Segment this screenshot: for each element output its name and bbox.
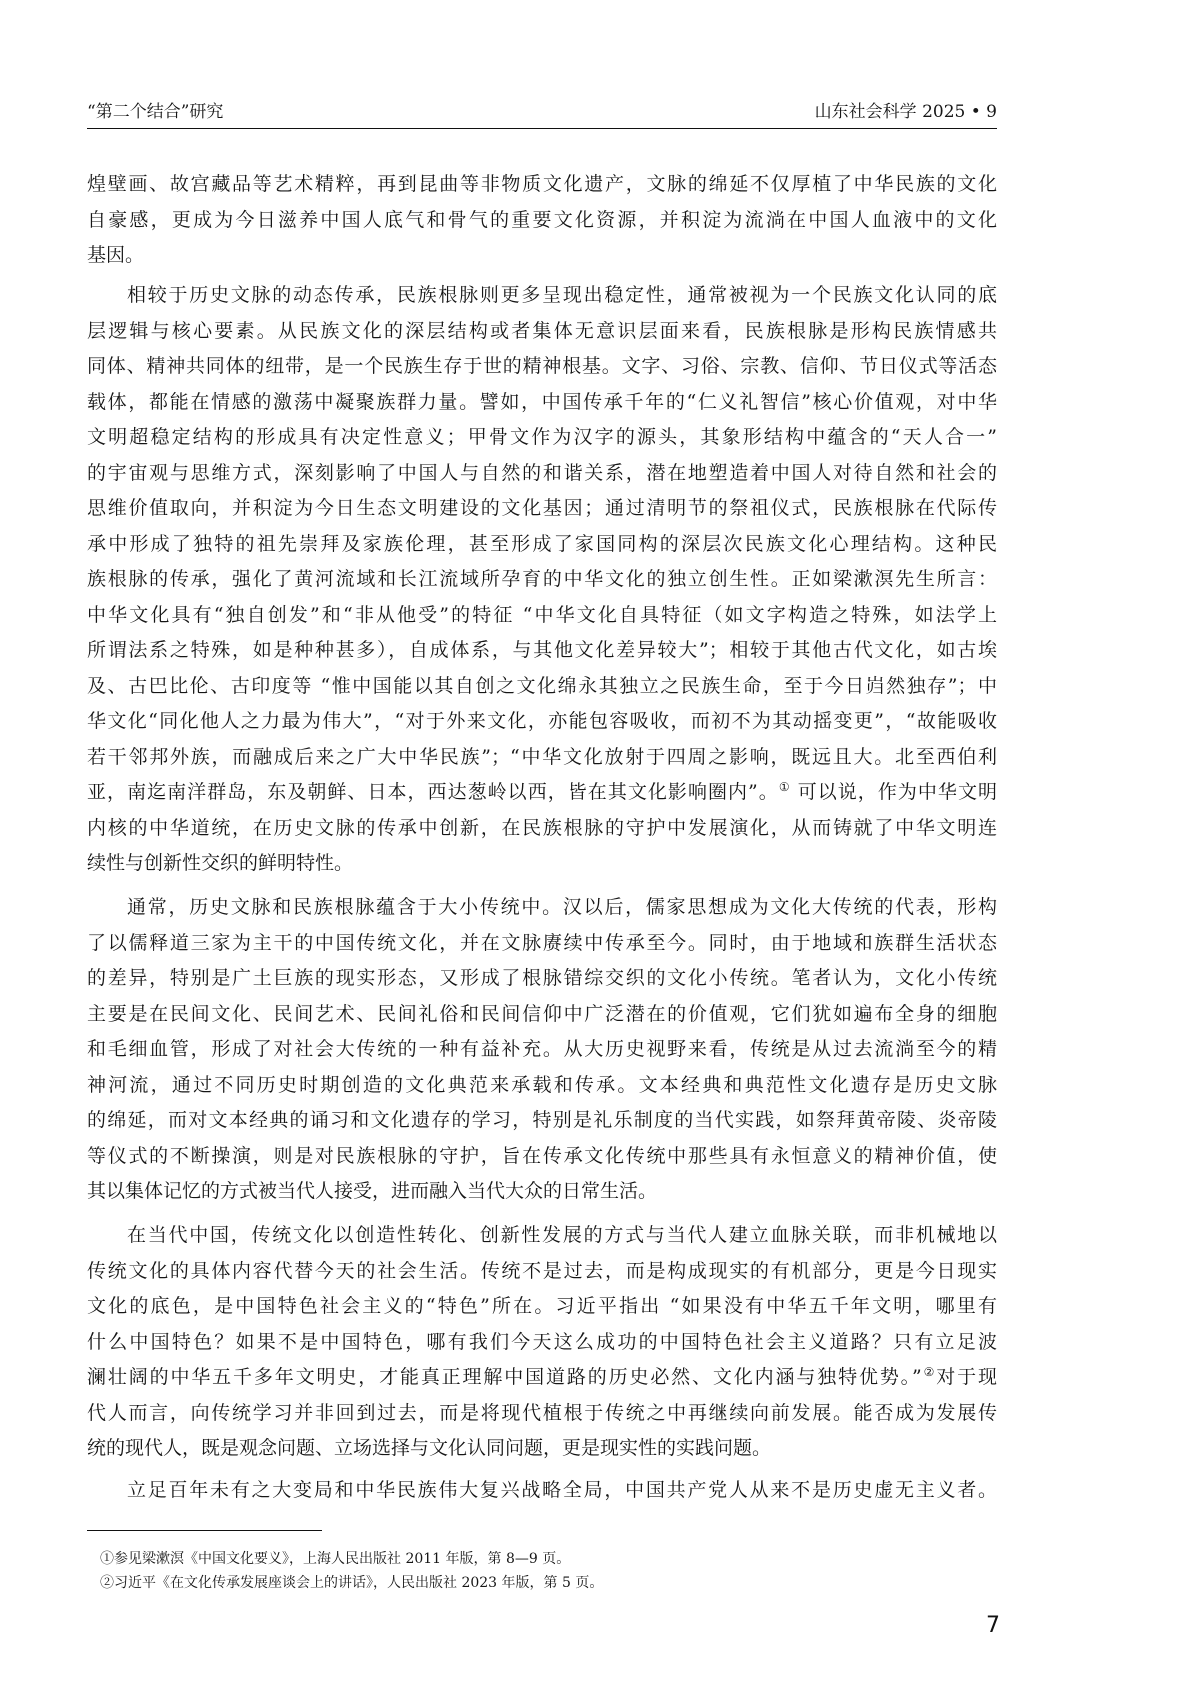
running-header-title: “第二个结合”研究 — [87, 102, 224, 122]
text-line: 若干邻邦外族，而融成后来之广大中华民族”；“中华文化放射于四周之影响，既远且大。北至西伯利 — [87, 745, 997, 768]
footnote-rule — [87, 1530, 322, 1531]
text-line: 什么中国特色？如果不是中国特色，哪有我们今天这么成功的中国特色社会主义道路？只有立足波 — [87, 1330, 997, 1353]
text-line: 传统文化的具体内容代替今天的社会生活。传统不是过去，而是构成现实的有机部分，更是今日现实 — [87, 1259, 997, 1282]
text-line: 同体、精神共同体的纽带，是一个民族生存于世的精神根基。文字、习俗、宗教、信仰、节日仪式等活态 — [87, 355, 997, 377]
text-line: 续性与创新性交织的鲜明特性。 — [87, 852, 354, 874]
paragraph — [87, 278, 997, 882]
text-line: 基因。 — [87, 244, 145, 266]
text-line: 中华文化具有“独自创发”和“非从他受”的特征 “中华文化自具特征（如文字构造之特殊，如法学上 — [87, 603, 997, 626]
text-line: 统的现代人，既是观念问题、立场选择与文化认同问题，更是现实性的实践问题。 — [87, 1437, 772, 1459]
text-line: 的宇宙观与思维方式，深刻影响了中国人与自然的和谐关系，潜在地塑造着中国人对待自然和社会的 — [87, 461, 997, 484]
footnote-marker: ② — [921, 1365, 937, 1379]
text-line: 内核的中华道统，在历史文脉的传承中创新，在民族根脉的守护中发展演化，从而铸就了中华文明连 — [87, 816, 997, 839]
text-line: 澜壮阔的中华五千多年文明史，才能真正理解中国道路的历史必然、文化内涵与独特优势。”②对于现 — [87, 1365, 997, 1388]
text-line: 的差异，特别是广土巨族的现实形态，又形成了根脉错综交织的文化小传统。笔者认为，文化小传统 — [87, 967, 997, 989]
text-line: 通常，历史文脉和民族根脉蕴含于大小传统中。汉以后，儒家思想成为文化大传统的代表，形构 — [127, 896, 997, 918]
text-line: 和毛细血管，形成了对社会大传统的一种有益补充。从大历史视野来看，传统是从过去流淌至今的精 — [87, 1038, 997, 1060]
text-line: 文明超稳定结构的形成具有决定性意义；甲骨文作为汉字的源头，其象形结构中蕴含的“天人合一” — [87, 426, 997, 448]
text-line: 层逻辑与核心要素。从民族文化的深层结构或者集体无意识层面来看，民族根脉是形构民族情感共 — [87, 319, 997, 342]
text-line: 等仪式的不断操演，则是对民族根脉的守护，旨在传承文化传统中那些具有永恒意义的精神价值，使 — [87, 1144, 997, 1167]
text-line: 煌壁画、故宫藏品等艺术精粹，再到昆曲等非物质文化遗产，文脉的绵延不仅厚植了中华民族的文化 — [87, 173, 997, 195]
paragraph — [87, 167, 997, 274]
text-line: 族根脉的传承，强化了黄河流域和长江流域所孕育的中华文化的独立创生性。正如梁漱溟先生所言： — [87, 568, 997, 590]
header-rule — [87, 128, 997, 129]
text-line: 相较于历史文脉的动态传承，民族根脉则更多呈现出稳定性，通常被视为一个民族文化认同的底 — [127, 284, 997, 306]
text-line: 了以儒释道三家为主干的中国传统文化，并在文脉赓续中传承至今。同时，由于地域和族群生活状态 — [87, 931, 997, 954]
text-line: 代人而言，向传统学习并非回到过去，而是将现代植根于传统之中再继续向前发展。能否成为发展传 — [87, 1401, 997, 1424]
footnotes — [100, 1547, 990, 1595]
text-line: 所谓法系之特殊，如是种种甚多），自成体系，与其他文化差异较大”；相较于其他古代文化，如古埃 — [87, 639, 997, 661]
footnote: ②习近平《在文化传承发展座谈会上的讲话》，人民出版社 2023 年版，第 5 页。 — [100, 1575, 604, 1591]
footnote-marker: ① — [778, 780, 791, 794]
text-line: 亚，南迄南洋群岛，东及朝鲜、日本，西达葱岭以西，皆在其文化影响圈内”。① 可以说，作为中华文明 — [87, 780, 997, 803]
text-line: 神河流，通过不同历史时期创造的文化典范来承载和传承。文本经典和典范性文化遗存是历史文脉 — [87, 1073, 997, 1096]
text-line: 及、古巴比伦、古印度等 “惟中国能以其自创之文化绵永其独立之民族生命，至于今日岿然独存”；中 — [87, 674, 997, 697]
text-line: 自豪感，更成为今日滋养中国人底气和骨气的重要文化资源，并积淀为流淌在中国人血液中的文化 — [87, 208, 997, 231]
text-line: 思维价值取向，并积淀为今日生态文明建设的文化基因；通过清明节的祭祖仪式，民族根脉在代际传 — [87, 497, 997, 519]
text-line: 立足百年未有之大变局和中华民族伟大复兴战略全局，中国共产党人从来不是历史虚无主义者。 — [127, 1479, 997, 1501]
text-line: 的绵延，而对文本经典的诵习和文化遗存的学习，特别是礼乐制度的当代实践，如祭拜黄帝陵、炎帝陵 — [87, 1109, 997, 1131]
text-line: 载体，都能在情感的激荡中凝聚族群力量。譬如，中国传承千年的“仁义礼智信”核心价值观，对中华 — [87, 390, 997, 413]
paragraph — [87, 1473, 997, 1509]
footnote: ①参见梁漱溟《中国文化要义》，上海人民出版社 2011 年版，第 8—9 页。 — [100, 1551, 571, 1567]
text-line: 华文化“同化他人之力最为伟大”，“对于外来文化，亦能包容吸收，而初不为其动摇变更”，“故能吸收 — [87, 710, 997, 732]
text-line: 其以集体记忆的方式被当代人接受，进而融入当代大众的日常生活。 — [87, 1180, 658, 1202]
text-line: 文化的底色，是中国特色社会主义的“特色”所在。习近平指出 “如果没有中华五千年文明，哪里有 — [87, 1295, 997, 1317]
paragraph — [87, 890, 997, 1210]
text-line: 承中形成了独特的祖先崇拜及家族伦理，甚至形成了家国同构的深层次民族文化心理结构。这种民 — [87, 532, 997, 555]
body-text — [87, 167, 997, 1509]
text-line: 在当代中国，传统文化以创造性转化、创新性发展的方式与当代人建立血脉关联，而非机械地以 — [127, 1224, 997, 1246]
running-header-journal: 山东社会科学 2025 • 9 — [814, 102, 997, 122]
paragraph — [87, 1218, 997, 1467]
page-number: 7 — [986, 1613, 1000, 1638]
text-line: 主要是在民间文化、民间艺术、民间礼俗和民间信仰中广泛潜在的价值观，它们犹如遍布全身的细胞 — [87, 1002, 997, 1025]
